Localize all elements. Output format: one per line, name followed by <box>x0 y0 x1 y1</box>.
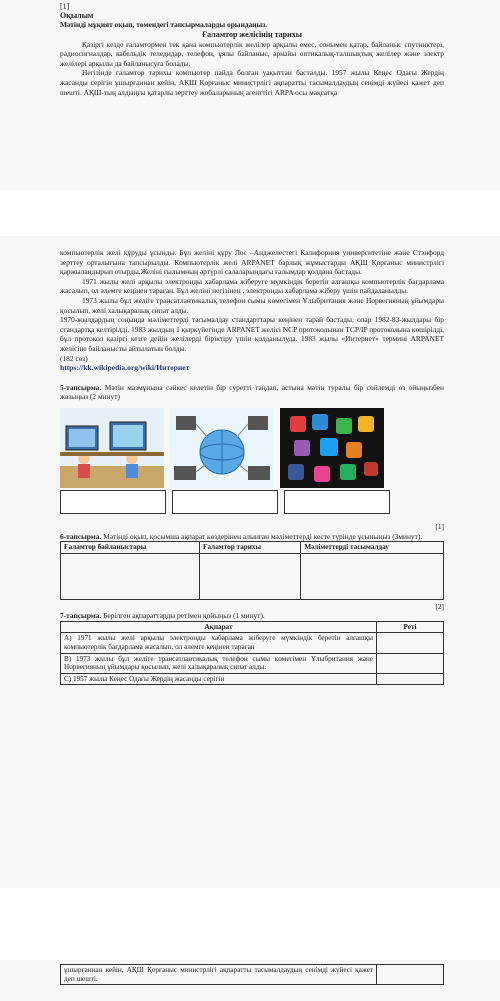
table-header: Ғаламтор тарихы <box>199 542 300 554</box>
page-gap <box>0 190 500 236</box>
table-cell[interactable] <box>61 553 200 599</box>
caption-box[interactable] <box>172 490 278 514</box>
score-mark-top: [1] <box>60 2 70 11</box>
order-cell[interactable] <box>377 673 444 685</box>
paragraph: Негізінде ғаламтор тарихы компьютер пайда болған уақыттан басталды. 1957 жылы Кеңес Одағы Жердің жасанды серігін ұшырғаннан кейін, АҚШ Қорғаныс министрлігі ақпаратты тасымалдаудың сенімді жүйесі қажет деп шешті. АҚШ-тың алдыңғы қатарлы зерттеу жобаларының агенттігі ARPA осы мақсатқа <box>60 68 444 97</box>
table-cell: A) 1971 жылы желі арқылы электронды хабарлама жіберуге мүмкіндік беретін алғашқы компьютерлік бағдарлама жасалып, ол әлемге кеңінен тараған <box>61 633 377 653</box>
order-cell[interactable] <box>377 633 444 653</box>
task6-label: 6-тапсырма. <box>60 531 102 541</box>
task7-label: 7-тапсырма. <box>60 611 102 621</box>
paragraph: 1971 жылы желі арқылы электронды хабарлама жіберуге мүмкіндік беретін алғашқы компьютерлік бағдарлама жасалып, ол әлемге кеңінен тараған. Бұл желіні негізінен , электронды хабарлама жіберу үшін пайдаланылды. <box>60 276 444 296</box>
section-heading: Оқылым <box>60 11 94 20</box>
table-header: Мәліметтерді тасымалдау <box>301 542 444 554</box>
page-2 <box>0 236 500 888</box>
table-header: Реті <box>377 621 444 633</box>
page-gap <box>0 888 500 960</box>
computer-lab-image[interactable] <box>60 408 164 488</box>
table-cell[interactable] <box>199 553 300 599</box>
source-link[interactable]: https://kk.wikipedia.org/wiki/Интернет <box>60 363 190 373</box>
instruction: Мәтінді мұқият оқып, төмендегі тапсырмаларды орындаңыз. <box>60 20 268 29</box>
task7-table <box>60 621 444 686</box>
order-cell[interactable] <box>377 653 444 673</box>
task6-table <box>60 541 444 600</box>
network-globe-image[interactable] <box>170 408 274 488</box>
score-mark: [1] <box>435 521 444 531</box>
page-1 <box>0 0 500 190</box>
score-mark: [2] <box>435 601 444 611</box>
order-cell[interactable] <box>377 965 444 985</box>
image-options <box>60 408 444 488</box>
table-header: Ғаламтор байланыстары <box>61 542 200 554</box>
caption-box[interactable] <box>284 490 390 514</box>
table-header: Ақпарат <box>61 621 377 633</box>
paragraph: Қазіргі кезде ғаламтормен тек қана компьютерлік желілер арқылы емес, сонымен қатар, байланыс спутниктері, радиосигналдар, кабельдік теледидар, телефон, ұялы байланыс, арнайы оптикалық-талшықтық желілер және электр желілері арқылы да байланысуға болады. <box>60 39 444 68</box>
app-icons-image[interactable] <box>280 408 384 488</box>
task7-table-continued <box>60 964 444 985</box>
paragraph: компьютерлік желі құруды ұсынды. Бұл желіні құру Лос –Анджелестегі Калифорния университетіне және Стэнфорд зерттеу орталығына тапсырылды. Компьютерлік желі ARPANET барлық жұмыстарды АҚШ Қорғаныс министрлігі қаржыландырып отырды.Желіні ғылымның әртүрлі салаларындағы ғалымдар қолдана бастады. <box>60 248 444 277</box>
word-count: (182 сөз) <box>60 353 88 363</box>
table-cell[interactable] <box>301 553 444 599</box>
task6-text: Мәтінді оқып, қосымша ақпарат көздерінен алынған мәліметтерді кесте түрінде ұсыныңыз (3минут). <box>103 531 423 541</box>
text-title: Ғаламтор желісінің тарихы <box>202 29 302 39</box>
caption-box[interactable] <box>60 490 166 514</box>
caption-boxes <box>60 490 444 514</box>
paragraph: 1973 жылы бұл желіге трансатлантикалық телефон сымы көмегімен Ұлыбритания және Норвегияның ұйымдары қосылып, желі халықаралық сипат алды. <box>60 295 444 315</box>
table-cell: B) 1973 жылы бұл желіге трансатлантикалық телефон сымы көмегімен Ұлыбритания және Норвегияның ұйымдары қосылып, желі халықаралық сипат алды. <box>61 653 377 673</box>
table-cell: ұшырғаннан кейін, АҚШ Қорғаныс министрлігі ақпаратты тасымалдаудың сенімді жүйесі қажет деп шешті. <box>61 965 377 985</box>
table-cell: C) 1957 жылы Кеңес Одағы Жердің жасанды серігін <box>61 673 377 685</box>
task5-label: 5-тапсырма. <box>60 382 102 392</box>
task5-text: Мәтін мазмұнына сәйкес келетін бір суретті таңдап, астына мәтін туралы бір сөйлемді өз ойыңызбен жазыңыз (2 минут) <box>60 382 444 402</box>
task7-text: Берілген ақпараттарды ретімен қойыңыз (1 минут). <box>103 611 265 621</box>
paragraph: 1970-жылдардың соңында мәліметтерді тасымалдау стандарттары кеңінен тарай бастады, олар 1982-83-жылдары бір стандартқа келтірілді. 1983 жылдың 1 қыркүйегінде ARPANET желісі NCP протоколынан TCP/IP протоколына көшірілді, бұл протокол қазіргі кезге дейін желілерді біріктіру үшін қолданылуда. 1983 жылы «Интернет» термині ARPANET желісіне байланысты айтылатын болды. <box>60 315 444 353</box>
page-3 <box>0 960 500 1001</box>
